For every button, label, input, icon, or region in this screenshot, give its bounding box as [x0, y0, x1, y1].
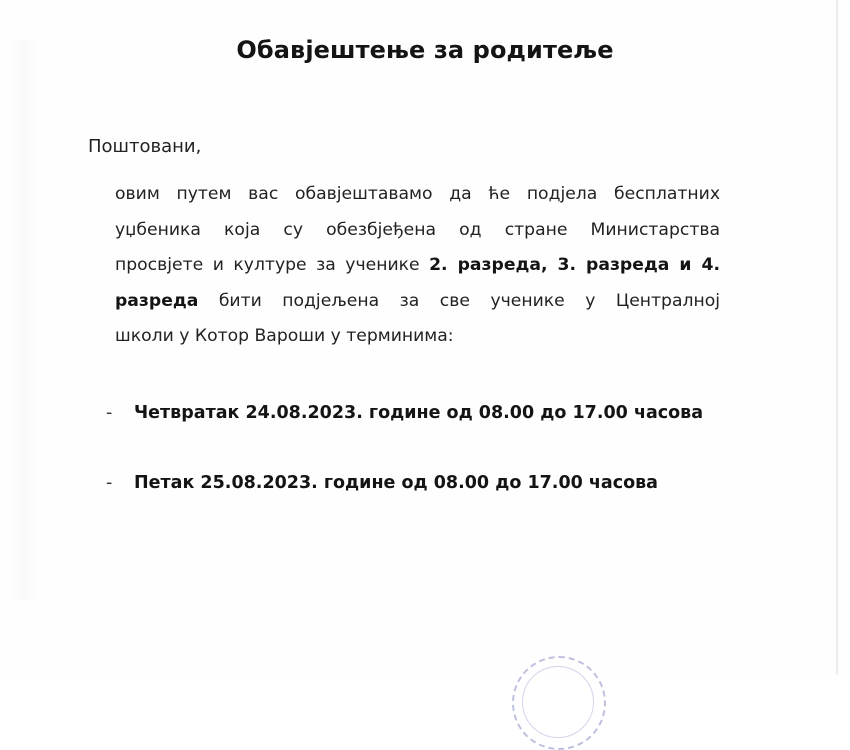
- greeting: Поштовани,: [88, 136, 202, 157]
- list-dash: -: [106, 403, 113, 423]
- schedule-item-friday: [106, 473, 703, 543]
- body-line-3: [115, 248, 720, 284]
- body-line-2: уџбеника која су обезбјеђена од стране Министарства: [115, 219, 720, 240]
- document-title: Обавјештење за родитеље: [236, 36, 614, 64]
- grade-word-bold: разреда: [115, 290, 199, 311]
- page-edge: [836, 0, 838, 675]
- schedule-text: Петак 25.08.2023. године од 08.00 до 17.00 часова: [134, 473, 658, 493]
- body-line-4: [115, 284, 720, 320]
- scan-artifact: [8, 40, 38, 600]
- grades-bold: 2. разреда, 3. разреда и 4.: [429, 255, 720, 275]
- body-line-4-text: бити подјељена за све ученике у Централној: [198, 290, 720, 311]
- body-line-5: школи у Котор Вароши у терминима:: [115, 326, 454, 346]
- body-paragraph: [115, 177, 720, 355]
- body-line-3-text: просвјете и културе за ученике: [115, 255, 430, 275]
- schedule-text: Четвратак 24.08.2023. године од 08.00 до 17.00 часова: [134, 403, 704, 423]
- schedule-list: [106, 403, 703, 543]
- list-dash: -: [106, 473, 113, 493]
- official-stamp-inner-ring: [522, 666, 594, 738]
- body-line-1: овим путем вас обавјештавамо да ће подјела бесплатних: [115, 184, 720, 204]
- schedule-item-thursday: [106, 403, 703, 473]
